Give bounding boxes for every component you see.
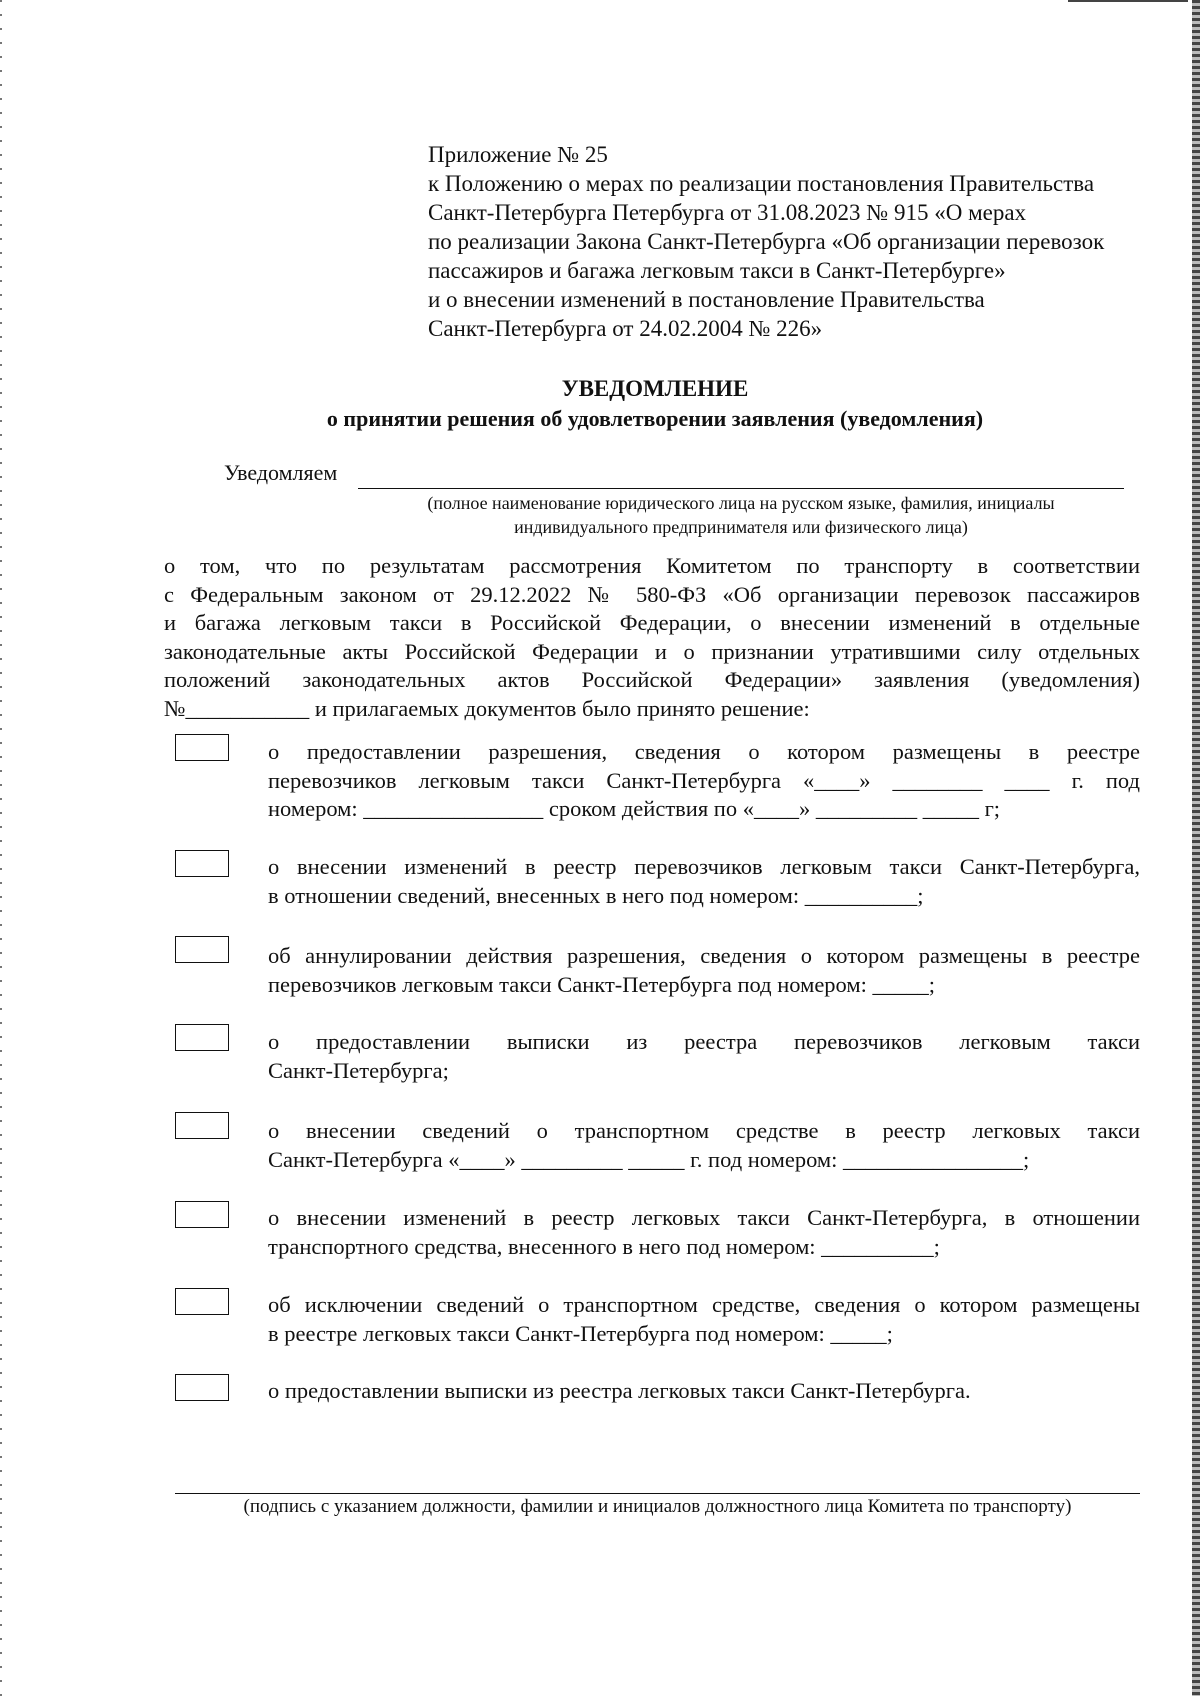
option-line: о предоставлении выписки из реестра перевозчиков легковым такси xyxy=(268,1029,1140,1054)
option-checkbox-permit-annulled[interactable] xyxy=(175,936,229,963)
appendix-line: по реализации Закона Санкт-Петербурга «Об организации перевозок xyxy=(428,229,1105,254)
option-carrier-registry-extract xyxy=(268,1028,1140,1085)
paragraph-line: с Федеральным законом от 29.12.2022 № 580-ФЗ «Об организации перевозок пассажиров xyxy=(164,581,1140,607)
option-line: об аннулировании действия разрешения, сведения о котором размещены в реестре xyxy=(268,943,1140,968)
option-line: номером: ________________ сроком действия по «____» _________ _____ г; xyxy=(268,796,1001,822)
document-subtitle: о принятии решения об удовлетворении заявления (уведомления) xyxy=(326,406,984,431)
signature-caption: (подпись с указанием должности, фамилии и инициалов должностного лица Комитета по транспорту) xyxy=(243,1496,1072,1517)
notify-label: Уведомляем xyxy=(224,460,338,485)
option-checkbox-vehicle-removed[interactable] xyxy=(175,1288,229,1315)
appendix-line: и о внесении изменений в постановление Правительства xyxy=(428,287,985,312)
option-line: о предоставлении разрешения, сведения о котором размещены в реестре xyxy=(268,739,1140,764)
option-line: перевозчиков легковым такси Санкт-Петербурга под номером: _____; xyxy=(268,971,935,997)
option-line: транспортного средства, внесенного в него под номером: __________; xyxy=(268,1233,940,1259)
paragraph-line: и багажа легковым такси в Российской Федерации, о внесении изменений в отдельные xyxy=(164,610,1140,636)
option-line: в отношении сведений, внесенных в него под номером: __________; xyxy=(268,882,924,908)
option-taxi-registry-change xyxy=(268,1204,1140,1261)
option-line: о внесении изменений в реестр легковых такси Санкт-Петербурга, в отношении xyxy=(268,1205,1140,1230)
scan-edge-left xyxy=(0,0,2,1696)
appendix-line: Санкт-Петербурга Петербурга от 31.08.2023 № 915 «О мерах xyxy=(428,200,1027,225)
paragraph-line: о том, что по результатам рассмотрения Комитетом по транспорту в соответствии xyxy=(164,553,1140,578)
option-permit-granted xyxy=(268,738,1140,824)
option-checkbox-taxi-registry-extract[interactable] xyxy=(175,1374,229,1401)
option-line: о предоставлении выписки из реестра легковых такси Санкт-Петербурга. xyxy=(268,1378,971,1403)
option-checkbox-carrier-registry-change[interactable] xyxy=(175,850,229,877)
appendix-line: Санкт-Петербурга от 24.02.2004 № 226» xyxy=(428,316,823,341)
paragraph-line: положений законодательных актов Российской Федерации» заявления (уведомления) xyxy=(164,667,1140,693)
option-line: в реестре легковых такси Санкт-Петербурга под номером: _____; xyxy=(268,1320,893,1346)
option-permit-annulled xyxy=(268,942,1140,999)
scan-edge-right xyxy=(1192,0,1200,1696)
option-line: о внесении сведений о транспортном средстве в реестр легковых такси xyxy=(268,1118,1140,1143)
paragraph-line: №___________ и прилагаемых документов было принято решение: xyxy=(164,695,810,721)
option-line: Санкт-Петербурга «____» _________ _____ г. под номером: ________________; xyxy=(268,1146,1030,1172)
option-line: Санкт-Петербурга; xyxy=(268,1057,449,1083)
decision-paragraph xyxy=(164,552,1140,724)
option-vehicle-added xyxy=(268,1117,1140,1174)
appendix-header xyxy=(428,140,1168,343)
option-carrier-registry-change xyxy=(268,853,1140,910)
document-title: УВЕДОМЛЕНИЕ xyxy=(561,376,749,401)
appendix-line: Приложение № 25 xyxy=(428,142,608,167)
option-checkbox-taxi-registry-change[interactable] xyxy=(175,1201,229,1228)
option-taxi-registry-extract xyxy=(268,1377,1140,1406)
option-vehicle-removed xyxy=(268,1291,1140,1348)
recipient-name-field[interactable] xyxy=(358,488,1124,489)
option-checkbox-permit-granted[interactable] xyxy=(175,734,229,761)
paragraph-line: законодательные акты Российской Федерации и о признании утратившими силу отдельных xyxy=(164,638,1140,664)
scan-edge-top xyxy=(1068,0,1188,2)
appendix-line: к Положению о мерах по реализации постановления Правительства xyxy=(428,171,1095,196)
option-checkbox-vehicle-added[interactable] xyxy=(175,1112,229,1139)
recipient-hint-line: (полное наименование юридического лица на русском языке, фамилия, инициалы xyxy=(427,493,1055,513)
appendix-line: пассажиров и багажа легковым такси в Санкт-Петербурге» xyxy=(428,258,1006,283)
option-line: об исключении сведений о транспортном средстве, сведения о котором размещены xyxy=(268,1292,1140,1317)
option-checkbox-carrier-registry-extract[interactable] xyxy=(175,1024,229,1051)
option-line: перевозчиков легковым такси Санкт-Петербурга «____» ________ ____ г. под xyxy=(268,767,1140,793)
option-line: о внесении изменений в реестр перевозчиков легковым такси Санкт-Петербурга, xyxy=(268,854,1140,879)
recipient-hint-line: индивидуального предпринимателя или физического лица) xyxy=(514,517,968,537)
signature-field[interactable] xyxy=(175,1493,1140,1494)
